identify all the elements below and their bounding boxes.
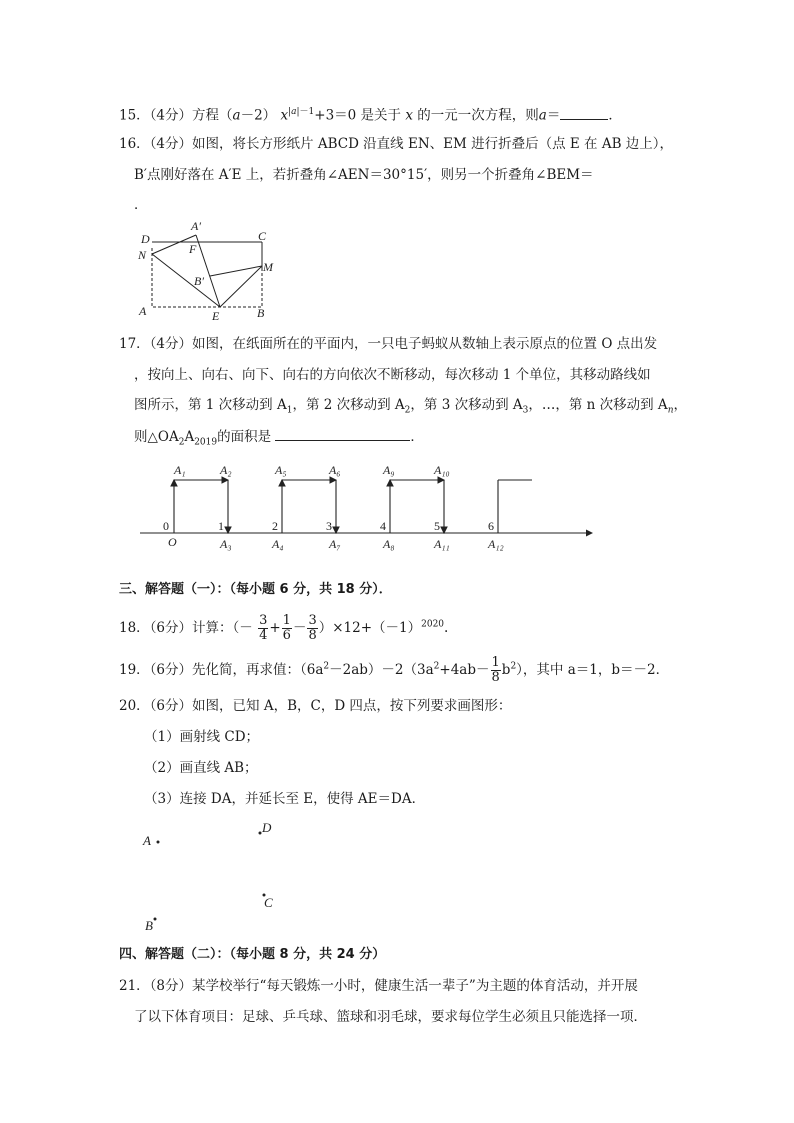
fraction-1-8: $\frac{1}{8}$ [491,655,500,685]
seg-aprime-e [196,235,220,307]
question-17-line-1: 17．（4分）如图，在纸面所在的平面内，一只电子蚂蚁从数轴上表示原点的位置 O 点出发 [119,336,658,352]
tick-2: 2 [272,519,278,533]
tick-0: 0 [163,519,169,533]
point-A-dot [157,841,160,844]
question-20-step-3: （3）连接 DA，并延长至 E，使得 AE＝DA． [144,791,426,807]
seg-bprime-m [210,266,262,276]
label-A: A [139,304,147,318]
answer-blank-17[interactable] [275,426,410,441]
label-A1: A₁ [174,463,186,477]
question-16-line-2: B′点刚好落在 A′E 上，若折叠角∠AEN＝30°15′，则另一个折叠角∠BEM＝ [134,167,594,183]
fraction-3-8: $\frac{3}{8}$ [308,613,317,643]
tick-6: 6 [488,519,494,533]
question-20-step-2: （2）画直线 AB； [144,760,258,776]
points-figure [134,812,294,940]
question-20-step-1: （1）画射线 CD； [144,729,260,745]
question-21-line-1: 21．（8分）某学校举行“每天锻炼一小时，健康生活一辈子”为主题的体育活动，并开展 [119,978,638,994]
label-A6: A₆ [329,463,341,477]
label-A8: A₈ [383,537,395,551]
question-17-line-3: 图所示，第 1 次移动到 $A_1$，第 2 次移动到 $A_2$，第 3 次移动到 $A_3$，…，第 n 次移动到 $A_n$， [134,397,687,416]
point-B-label: B [145,918,153,933]
original-rect-dashed [152,248,262,307]
question-21-line-2: 了以下体育项目：足球、乒乓球、篮球和羽毛球，要求每位学生必须且只能选择一项． [134,1009,647,1025]
tick-3: 3 [326,519,332,533]
label-C: C [258,229,267,243]
label-N: N [138,248,147,262]
label-A10: A₁₀ [434,463,450,477]
label-A4: A₄ [272,537,284,551]
question-16-line-1: 16．（4分）如图，将长方形纸片 ABCD 沿直线 EN、EM 进行折叠后（点 E 在 AB 边上）， [119,136,674,152]
label-B-prime: B′ [194,274,204,288]
question-20: 20．（6分）如图，已知 A，B，C，D 四点，按下列要求画图形： [119,698,512,714]
label-A2: A₂ [220,463,232,477]
label-B: B [257,306,265,320]
section-3-heading: 三、解答题（一）：（每小题 6 分，共 18 分）． [119,582,392,597]
tick-5: 5 [434,519,440,533]
label-M: M [263,260,273,274]
tick-4: 4 [380,519,386,533]
label-A-prime: A′ [191,219,201,233]
label-A5: A₅ [275,463,287,477]
question-18: 18．（6分）计算：（－ $\frac{3}{4}$ + $\frac{1}{6}$ － $\frac{3}{8}$ ）$\times 12+(-1)^{2020}$. [119,613,449,643]
section-4-heading: 四、解答题（二）：（每小题 8 分，共 24 分） [119,947,386,962]
fold-figure [134,218,284,324]
seg-n-e [152,254,220,307]
point-D-label: D [262,820,272,835]
question-19: 19．（6分）先化简，再求值：$(6a^2-2ab)-2(3a^2+4ab-$ $\frac{1}{8}$ $b^2$），其中 a＝1，b＝－2． [119,655,670,685]
point-B-dot [154,918,157,921]
point-A-label: A [143,833,151,848]
label-A9: A₉ [383,463,395,477]
question-17-line-2: ，按向上、向右、向下、向右的方向依次不断移动，每次移动 1 个单位，其移动路线如 [134,367,651,383]
label-A12: A₁₂ [488,537,504,551]
label-A7: A₇ [329,537,341,551]
label-E: E [212,309,220,323]
fraction-3-4: $\frac{3}{4}$ [259,613,268,643]
label-origin: O [168,535,177,549]
label-F: F [189,242,197,256]
seg-e-m [220,266,262,307]
question-15: 15．（4分）方程（a－2） $x^{|a|-1}+3=0$ 是关于 x 的一元一次方程，则a＝ ． [119,103,622,125]
question-17-line-4: 则$\triangle OA_2A_{2019}$的面积是 ． [134,426,424,452]
tick-1: 1 [218,519,224,533]
point-C-label: C [264,895,273,910]
fraction-1-6: $\frac{1}{6}$ [282,613,291,643]
answer-blank-15[interactable] [560,105,608,120]
label-D: D [141,232,150,246]
label-A11: A₁₁ [434,537,450,551]
ant-path-figure [134,458,604,556]
label-A3: A₃ [220,537,232,551]
question-16-line-3: ． [134,197,148,213]
